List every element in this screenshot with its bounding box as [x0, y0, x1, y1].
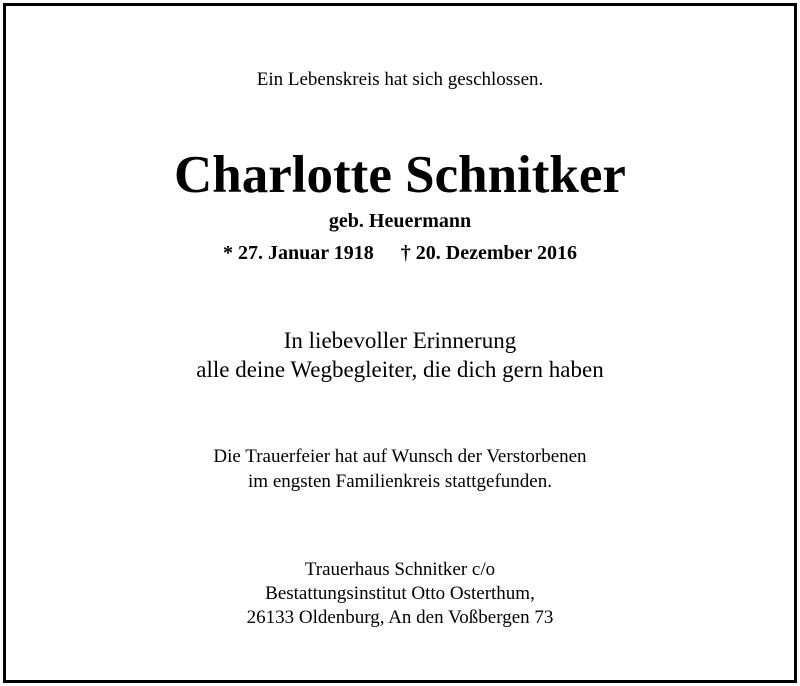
ceremony-text — [6, 444, 794, 494]
remembrance-line: alle deine Wegbegleiter, die dich gern haben — [196, 357, 604, 382]
deceased-name: Charlotte Schnitker — [174, 146, 626, 204]
ceremony-line: im engsten Familienkreis stattgefunden. — [248, 471, 552, 492]
remembrance-line: In liebevoller Erinnerung — [283, 328, 517, 353]
address-line: Trauerhaus Schnitker c/o — [304, 559, 496, 580]
maiden-name: geb. Heuermann — [328, 210, 472, 232]
address-line: Bestattungsinstitut Otto Osterthum, — [265, 583, 535, 604]
remembrance-text — [6, 326, 794, 384]
intro-text: Ein Lebenskreis hat sich geschlossen. — [256, 69, 544, 90]
life-dates — [6, 240, 794, 266]
obituary-notice — [3, 3, 797, 683]
address-line: 26133 Oldenburg, An den Voßbergen 73 — [246, 607, 554, 628]
contact-address — [6, 558, 794, 630]
death-date: † 20. Dezember 2016 — [400, 242, 577, 264]
birth-date: * 27. Januar 1918 — [222, 242, 374, 264]
ceremony-line: Die Trauerfeier hat auf Wunsch der Verstorbenen — [213, 446, 587, 467]
